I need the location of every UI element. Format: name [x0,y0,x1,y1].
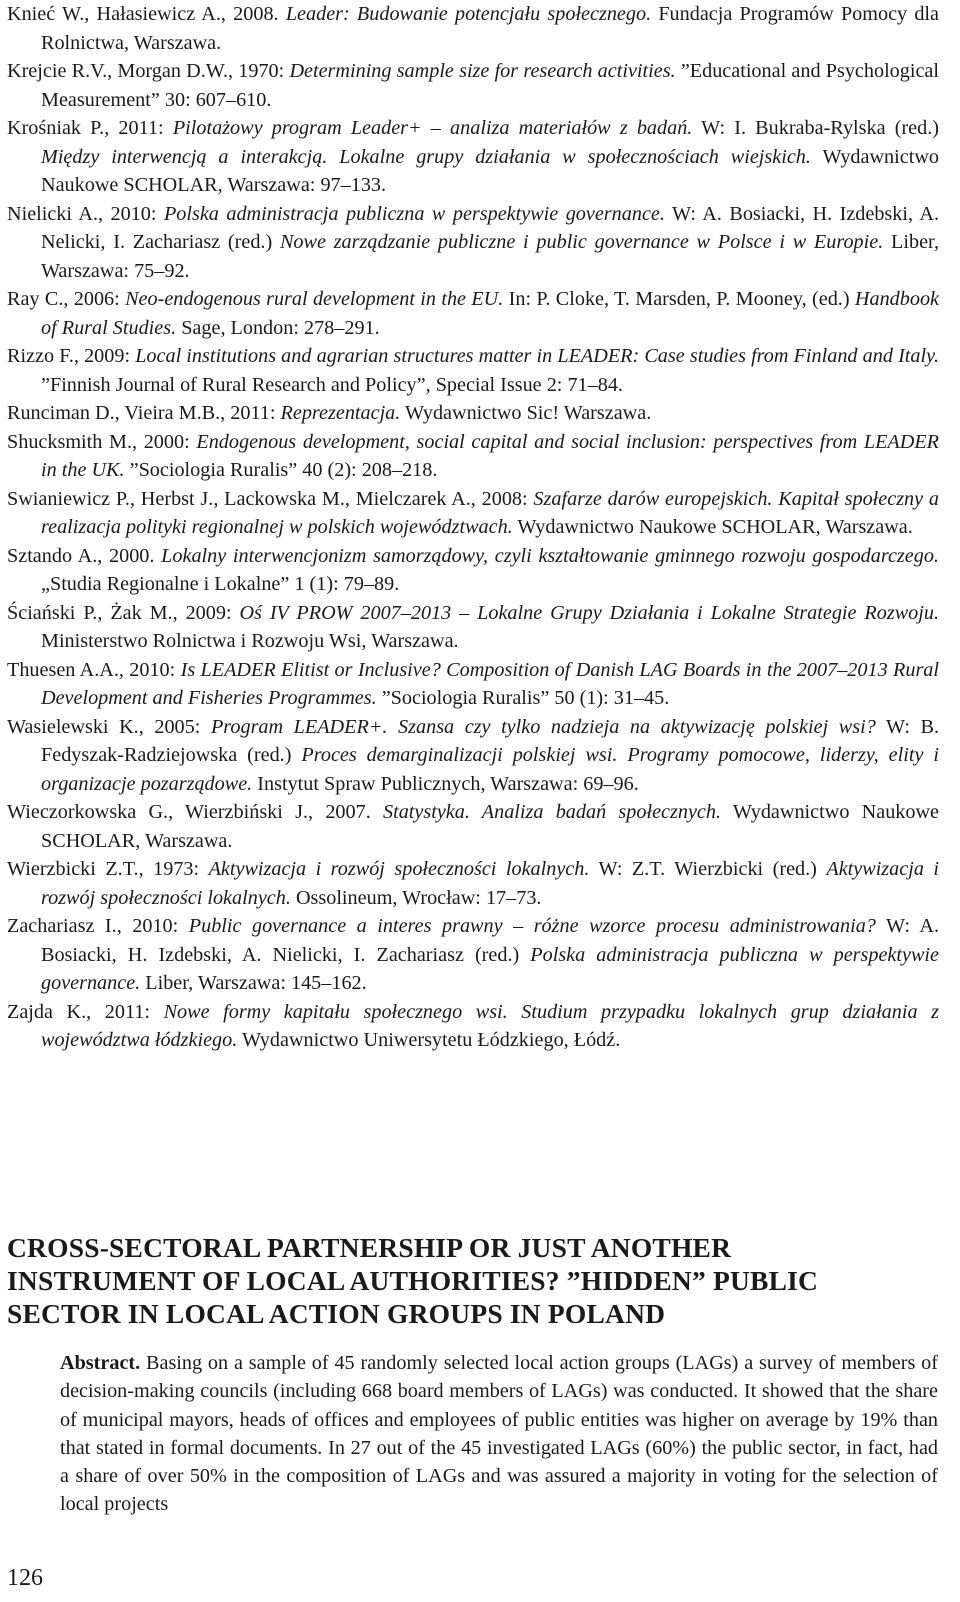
reference-entry [7,599,939,656]
page-number: 126 [7,1565,43,1591]
reference-entry [7,428,939,485]
reference-details: ”Sociologia Ruralis” 40 (2): 208–218. [124,459,438,481]
reference-title: Neo-endogenous rural development in the EU. [125,288,504,310]
reference-details: Ossolineum, Wrocław: 17–73. [290,886,542,909]
reference-author: Rizzo F., 2009: [7,345,136,367]
reference-entry [7,912,939,998]
reference-title: Nowe formy kapitału społecznego wsi. Studium przypadku lokalnych grup działania z województwa łódzkiego. [41,1000,939,1051]
reference-author: Knieć W., Hałasiewicz A., 2008. [7,3,286,25]
reference-entry [7,342,939,399]
abstract-paragraph [60,1349,938,1519]
reference-title: Handbook of Rural Studies. [41,288,940,339]
reference-details: W: A. Bosiacki, H. Izdebski, A. Nelicki, I. Zachariasz (red.) [41,202,939,253]
reference-details: ”Sociologia Ruralis” 50 (1): 31–45. [376,687,670,709]
reference-details: W: I. Bukraba-Rylska (red.) [692,117,940,139]
reference-details: Fundacja Programów Pomocy dla Rolnictwa, Warszawa. [41,3,939,54]
reference-title: Public governance a interes prawny – różne wzorce procesu administrowania? [188,915,876,937]
reference-details: Wydawnictwo Naukowe SCHOLAR, Warszawa. [41,801,940,852]
abstract-label: Abstract. [60,1352,141,1374]
reference-title: Is LEADER Elitist or Inclusive? Composition of Danish LAG Boards in the 2007–2013 Rural Development and Fisheries Programmes. [41,658,940,709]
reference-author: Runciman D., Vieira M.B., 2011: [7,402,281,424]
reference-author: Zajda K., 2011: [7,1000,164,1023]
reference-details: W: B. Fedyszak-Radziejowska (red.) [41,715,940,766]
reference-title: Program LEADER+. Szansa czy tylko nadzieja na aktywizację polskiej wsi? [210,715,876,738]
reference-details: W: Z.T. Wierzbicki (red.) [589,858,827,880]
reference-title: Szafarze darów europejskich. Kapitał społeczny a realizacja polityki regionalnej w polskich województwach. [41,487,939,538]
reference-details: Ministerstwo Rolnictwa i Rozwoju Wsi, Warszawa. [41,630,459,652]
reference-details: Liber, Warszawa: 145–162. [140,972,367,994]
reference-entry [7,57,939,114]
reference-details: Instytut Spraw Publicznych, Warszawa: 69–96. [252,772,639,795]
reference-title: Między interwencją a interakcją. Lokalne grupy działania w społecznościach wiejskich. [41,145,811,168]
reference-details: Sage, London: 278–291. [176,316,380,339]
references-list [7,0,939,1055]
reference-entry [7,485,939,542]
reference-author: Shucksmith M., 2000: [7,430,197,453]
reference-author: Sztando A., 2000. [7,544,162,567]
reference-author: Thuesen A.A., 2010: [7,658,181,681]
reference-title: Endogenous development, social capital and social inclusion: perspectives from LEADER in the UK. [41,430,939,481]
reference-title: Lokalny interwencjonizm samorządowy, czyli kształtowanie gminnego rozwoju gospodarczego. [161,544,939,567]
reference-entry [7,399,939,428]
reference-title: Pilotażowy program Leader+ – analiza materiałów z badań. [172,117,693,139]
reference-title: Aktywizacja i rozwój społeczności lokalnych. [208,858,590,880]
reference-details: Wydawnictwo Naukowe SCHOLAR, Warszawa: 97–133. [41,145,939,196]
reference-details: W: A. Bosiacki, H. Izdebski, A. Nielicki, I. Zachariasz (red.) [41,915,940,966]
reference-entry [7,713,939,799]
reference-title: Reprezentacja. [280,402,401,424]
reference-title: Proces demarginalizacji polskiej wsi. Programy pomocowe, liderzy, elity i organizacje pozarządowe. [41,744,939,795]
reference-details: ”Finnish Journal of Rural Research and Policy”, Special Issue 2: 71–84. [41,373,623,396]
reference-details: ”Educational and Psychological Measurement” 30: 607–610. [41,60,939,111]
reference-entry [7,855,939,912]
reference-entry [7,200,939,286]
reference-details: Wydawnictwo Naukowe SCHOLAR, Warszawa. [512,516,913,538]
article-title-line: SECTOR IN LOCAL ACTION GROUPS IN POLAND [7,1298,666,1329]
abstract-text: Basing on a sample of 45 randomly selected local action groups (LAGs) a survey of members of decision-making councils (including 668 board members of LAGs) was conducted. It showed that the share of municipal mayors, heads of offices and employees of public entities was higher on average by 19% than that stated in formal documents. In 27 out of the 45 investigated LAGs (60%) the public sector, in fact, had a share of over 50% in the composition of LAGs and was assured a majority in voting for the selection of local projects [60,1352,938,1516]
reference-author: Ray C., 2006: [7,288,126,310]
reference-entry [7,285,939,342]
reference-author: Wasielewski K., 2005: [7,715,211,738]
reference-author: Swianiewicz P., Herbst J., Lackowska M., Mielczarek A., 2008: [7,487,534,510]
reference-details: Wydawnictwo Sic! Warszawa. [400,402,652,424]
reference-entry [7,656,939,713]
reference-author: Krośniak P., 2011: [7,117,173,139]
reference-title: Aktywizacja i rozwój społeczności lokalnych. [41,858,940,909]
reference-entry [7,798,939,855]
reference-entry [7,114,939,200]
reference-details: „Studia Regionalne i Lokalne” 1 (1): 79–89. [41,573,400,595]
reference-title: Polska administracja publiczna w perspektywie governance. [163,202,665,225]
reference-details: In: P. Cloke, T. Marsden, P. Mooney, (ed.) [503,288,855,310]
article-title-line: INSTRUMENT OF LOCAL AUTHORITIES? ”HIDDEN” PUBLIC [7,1265,819,1296]
reference-author: Wieczorkowska G., Wierzbiński J., 2007. [7,801,383,823]
reference-author: Wierzbicki Z.T., 1973: [7,858,209,880]
reference-author: Nielicki A., 2010: [7,202,164,225]
reference-entry [7,998,939,1055]
reference-details: Wydawnictwo Uniwersytetu Łódzkiego, Łódź. [237,1029,621,1051]
reference-entry [7,0,939,57]
reference-details: Liber, Warszawa: 75–92. [41,231,939,282]
reference-title: Determining sample size for research activities. [289,60,676,82]
reference-title: Polska administracja publiczna w perspektywie governance. [41,943,939,994]
article-title-line: CROSS-SECTORAL PARTNERSHIP OR JUST ANOTHER [7,1232,732,1263]
reference-author: Krejcie R.V., Morgan D.W., 1970: [7,60,290,82]
reference-title: Local institutions and agrarian structures matter in LEADER: Case studies from Finland and Italy. [135,345,939,367]
reference-entry [7,542,939,599]
reference-author: Ściański P., Żak M., 2009: [7,601,240,624]
reference-title: Statystyka. Analiza badań społecznych. [383,801,722,823]
reference-author: Zachariasz I., 2010: [7,915,189,937]
reference-title: Nowe zarządzanie publiczne i public governance w Polsce i w Europie. [279,231,884,253]
reference-title: Oś IV PROW 2007–2013 – Lokalne Grupy Działania i Lokalne Strategie Rozwoju. [239,601,939,624]
article-title [7,1231,927,1330]
reference-title: Leader: Budowanie potencjału społecznego. [285,3,652,25]
